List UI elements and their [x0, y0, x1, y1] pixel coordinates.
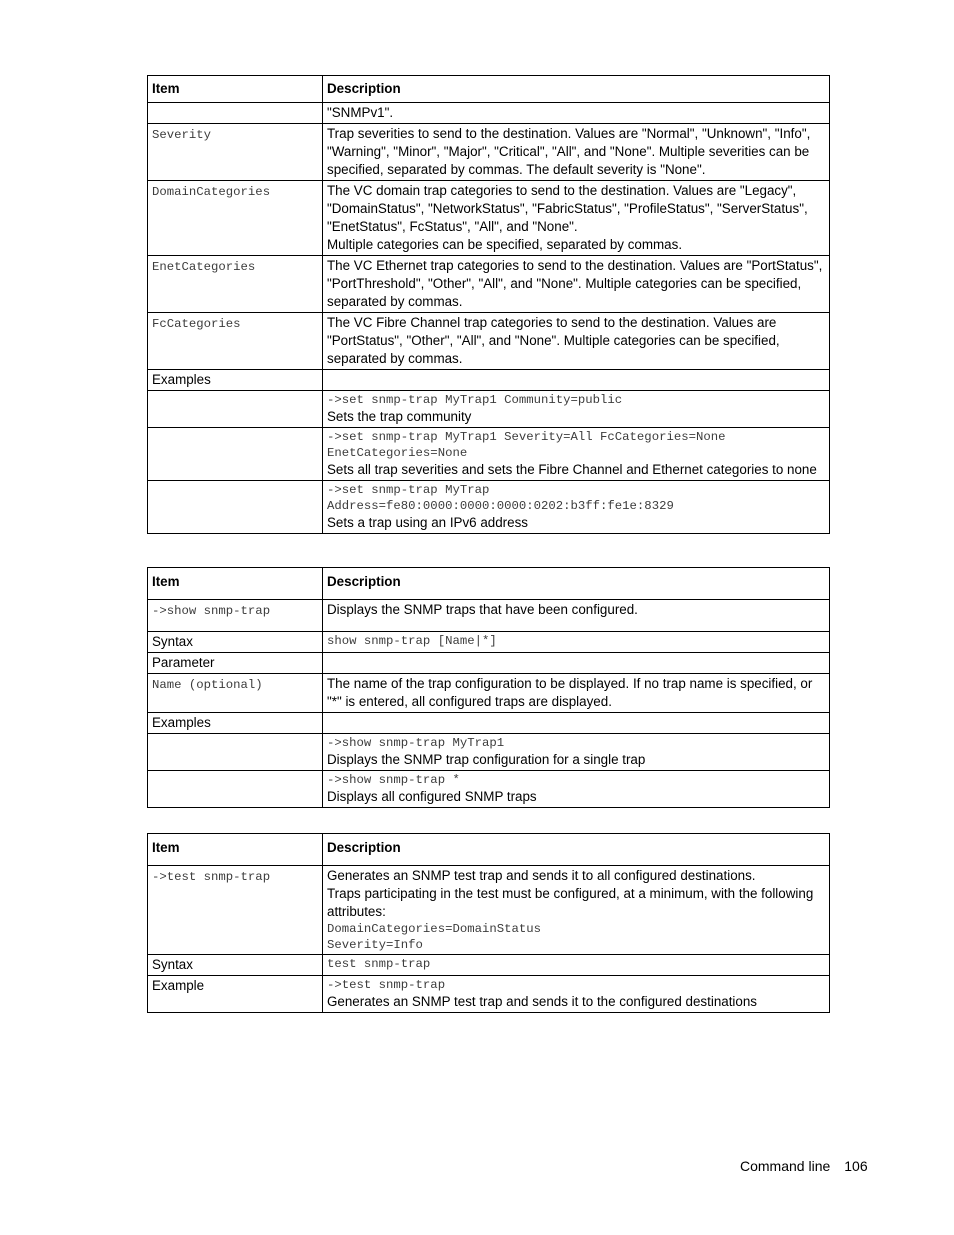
table-row: [148, 600, 830, 632]
table-row: [148, 955, 830, 976]
table-row: [148, 713, 830, 734]
required-attribute: Severity=Info: [327, 938, 423, 952]
param-desc: Trap severities to send to the destination. Values are "Normal", "Unknown", "Info", "Warning", "Minor", "Major", "Critical", "All", and "None". Multiple severities can be specified, separated by commas. The default severity is "None".: [323, 124, 830, 181]
param-name: Name (optional): [152, 678, 263, 692]
example-command: ->test snmp-trap: [327, 978, 446, 992]
header-description: Description: [323, 834, 830, 866]
table-header-row: [148, 76, 830, 103]
empty-cell: [323, 713, 830, 734]
example-command: ->show snmp-trap *: [327, 773, 460, 787]
syntax-value: test snmp-trap: [327, 957, 431, 971]
empty-cell: [323, 653, 830, 674]
example-row: [148, 734, 830, 771]
example-label: Example: [148, 976, 323, 1013]
empty-cell: [148, 391, 323, 428]
parameter-label: Parameter: [148, 653, 323, 674]
table-row: [148, 674, 830, 713]
footer-section: Command line: [740, 1158, 831, 1174]
empty-cell: [148, 771, 323, 808]
examples-label: Examples: [148, 713, 323, 734]
table-row: [148, 103, 830, 124]
example-row: [148, 976, 830, 1013]
example-command: ->set snmp-trap MyTrap1 Community=public: [327, 393, 623, 407]
param-desc: The VC domain trap categories to send to the destination. Values are "Legacy", "DomainStatus", "NetworkStatus", "FabricStatus", "ProfileStatus", "ServerStatus", "EnetStatus", FcStatus", "All", and "None".: [327, 183, 808, 234]
required-attribute: DomainCategories=DomainStatus: [327, 922, 542, 936]
empty-cell: [148, 428, 323, 481]
command-desc-requirements: Traps participating in the test must be configured, at a minimum, with the following attributes:: [327, 886, 814, 919]
syntax-label: Syntax: [148, 955, 323, 976]
empty-cell: [148, 103, 323, 124]
param-desc: The VC Fibre Channel trap categories to send to the destination. Values are "PortStatus", "Other", "All", and "None". Multiple categories can be specified, separated by commas.: [323, 313, 830, 370]
example-desc: Sets the trap community: [327, 409, 472, 424]
table-header-row: [148, 834, 830, 866]
table-row: [148, 313, 830, 370]
syntax-value: show snmp-trap [Name|*]: [327, 634, 497, 648]
example-row: [148, 391, 830, 428]
header-item: Item: [148, 834, 323, 866]
command-name: ->show snmp-trap: [152, 604, 271, 618]
examples-label: Examples: [148, 370, 323, 391]
example-command: ->set snmp-trap MyTrap Address=fe80:0000:0000:0000:0202:b3ff:fe1e:8329: [327, 483, 674, 513]
command-name: ->test snmp-trap: [152, 870, 271, 884]
example-row: [148, 428, 830, 481]
param-desc: The VC Ethernet trap categories to send to the destination. Values are "PortStatus", "PortThreshold", "Other", "All", and "None". Multiple categories can be specified, separated by commas.: [323, 256, 830, 313]
header-description: Description: [323, 568, 830, 600]
show-snmp-trap-table: [147, 567, 830, 808]
param-name: DomainCategories: [152, 185, 271, 199]
table-row: [148, 256, 830, 313]
param-name: FcCategories: [152, 317, 241, 331]
param-name: Severity: [152, 128, 212, 142]
table-row: [148, 866, 830, 955]
example-command: ->set snmp-trap MyTrap1 Severity=All FcCategories=None EnetCategories=None: [327, 430, 726, 460]
example-desc: Generates an SNMP test trap and sends it to the configured destinations: [327, 994, 757, 1009]
test-snmp-trap-table: [147, 833, 830, 1013]
syntax-label: Syntax: [148, 632, 323, 653]
header-item: Item: [148, 76, 323, 103]
param-desc: The name of the trap configuration to be displayed. If no trap name is specified, or "*" is entered, all configured traps are displayed.: [323, 674, 830, 713]
header-description: Description: [323, 76, 830, 103]
page-number: 106: [844, 1158, 868, 1174]
param-name: EnetCategories: [152, 260, 256, 274]
table-row: [148, 370, 830, 391]
table-row: [148, 653, 830, 674]
continuation-text: "SNMPv1".: [323, 103, 830, 124]
example-row: [148, 481, 830, 534]
header-item: Item: [148, 568, 323, 600]
example-desc: Displays all configured SNMP traps: [327, 789, 537, 804]
table-header-row: [148, 568, 830, 600]
example-row: [148, 771, 830, 808]
example-command: ->show snmp-trap MyTrap1: [327, 736, 505, 750]
page-footer: [740, 1158, 868, 1174]
table-row: [148, 632, 830, 653]
example-desc: Displays the SNMP trap configuration for a single trap: [327, 752, 646, 767]
example-desc: Sets all trap severities and sets the Fibre Channel and Ethernet categories to none: [327, 462, 817, 477]
empty-cell: [148, 734, 323, 771]
empty-cell: [323, 370, 830, 391]
table-row: [148, 181, 830, 256]
set-snmp-trap-table: [147, 75, 830, 534]
command-desc: Displays the SNMP traps that have been configured.: [323, 600, 830, 632]
param-desc-note: Multiple categories can be specified, separated by commas.: [327, 237, 683, 252]
table-row: [148, 124, 830, 181]
command-desc: Generates an SNMP test trap and sends it to all configured destinations.: [327, 868, 756, 883]
example-desc: Sets a trap using an IPv6 address: [327, 515, 528, 530]
empty-cell: [148, 481, 323, 534]
